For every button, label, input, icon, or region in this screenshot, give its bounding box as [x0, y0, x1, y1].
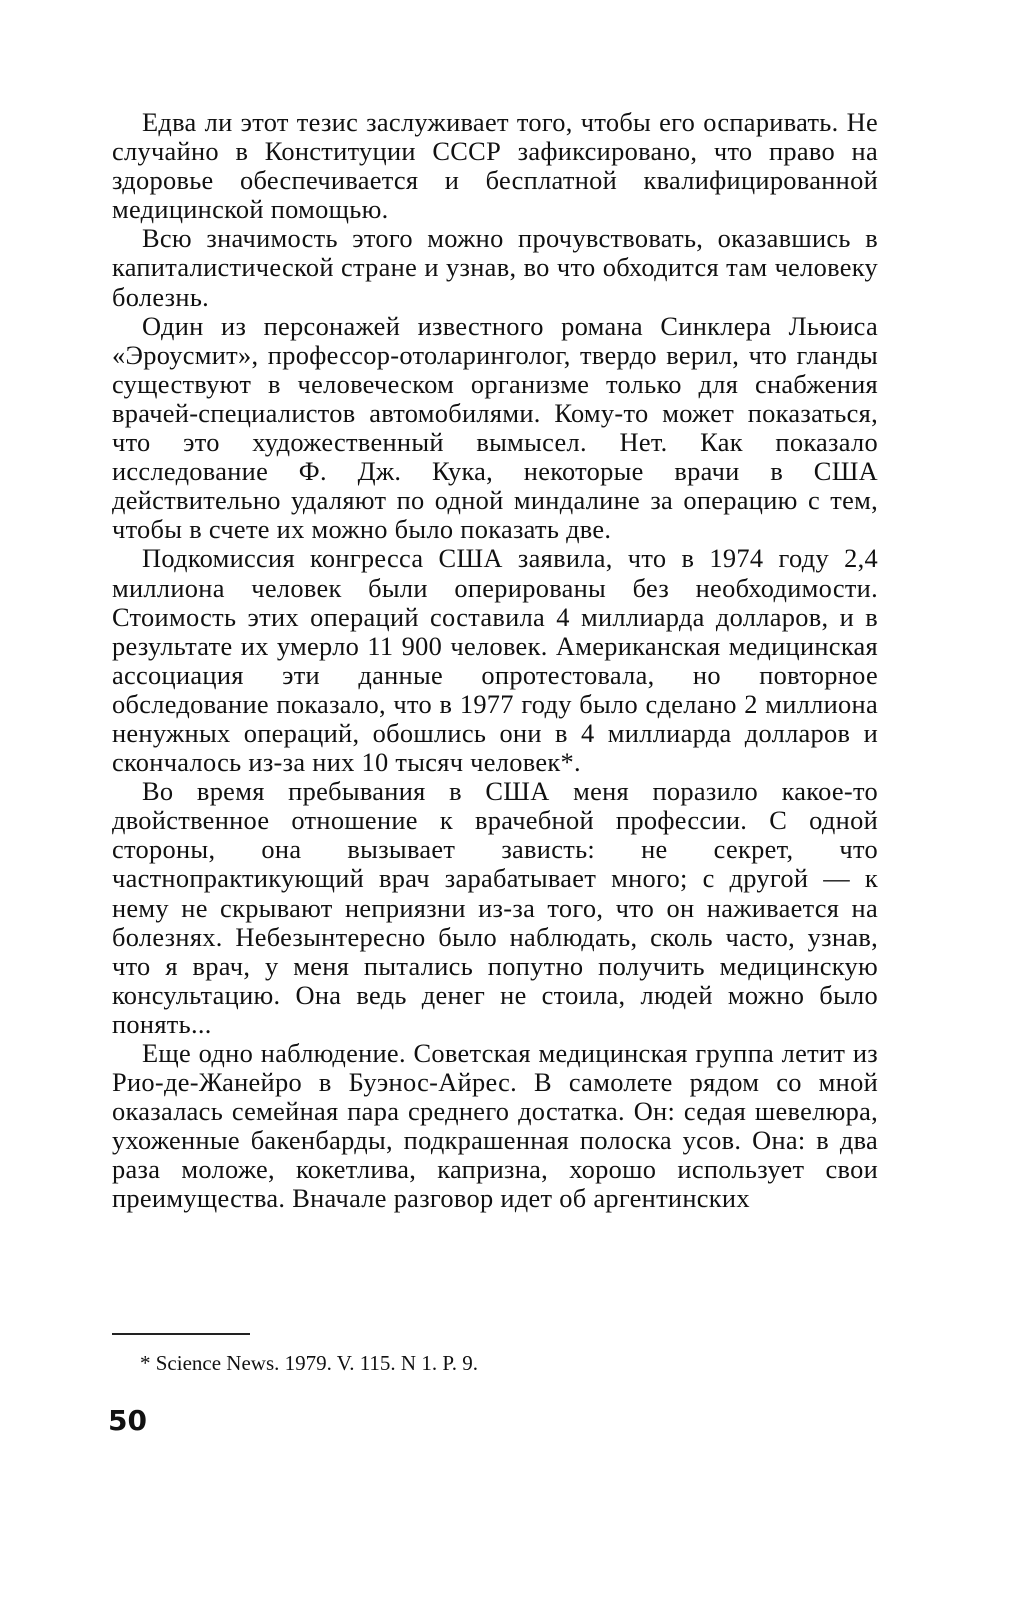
page-body — [112, 108, 878, 1214]
page-number: 50 — [108, 1404, 147, 1437]
footnote: * Science News. 1979. V. 115. N 1. P. 9. — [140, 1351, 478, 1375]
footnote-divider — [112, 1333, 250, 1335]
paragraph-6: Еще одно наблюдение. Советская медицинская группа летит из Рио-де-Жанейро в Буэнос-Айрес. В самолете рядом со мной оказалась семейная пара среднего достатка. Он: седая шевелюра, ухоженные бакенбарды, подкрашенная полоска усов. Она: в два раза моложе, кокетлива, капризна, хорошо использует свои преимущества. Вначале разговор идет об аргентинских — [112, 1038, 878, 1214]
paragraph-2: Всю значимость этого можно прочувствовать, оказавшись в капиталистической стране и узнав, во что обходится там человеку болезнь. — [112, 223, 878, 312]
paragraph-3: Один из персонажей известного романа Синклера Льюиса «Эроусмит», профессор-отоларинголог, твердо верил, что гланды существуют в человеческом организме только для снабжения врачей-специалистов автомобилями. Кому-то может показаться, что это художественный вымысел. Нет. Как показало исследование Ф. Дж. Кука, некоторые врачи в США действительно удаляют по одной миндалине за операцию с тем, чтобы в счете их можно было показать две. — [112, 310, 878, 545]
paragraph-4: Подкомиссия конгресса США заявила, что в 1974 году 2,4 миллиона человек были оперированы без необходимости. Стоимость этих операций составила 4 миллиарда долларов, и в результате их умерло 11 900 человек. Американская медицинская ассоциация эти данные опротестовала, но повторное обследование показало, что в 1977 году было сделано 2 миллиона ненужных операций, обошлись они в 4 миллиарда долларов и скончалось из-за них 10 тысяч человек*. — [112, 543, 878, 778]
paragraph-5: Во время пребывания в США меня поразило какое-то двойственное отношение к врачебной профессии. С одной стороны, она вызывает зависть: не секрет, что частнопрактикующий врач зарабатывает много; с другой — к нему не скрывают неприязни из-за того, что он наживается на болезнях. Небезынтересно было наблюдать, сколь часто, узнав, что я врач, у меня пытались попутно получить медицинскую консультацию. Она ведь денег не стоила, людей можно было понять... — [112, 776, 878, 1039]
paragraph-1: Едва ли этот тезис заслуживает того, чтобы его оспаривать. Не случайно в Конституции СССР зафиксировано, что право на здоровье обеспечивается и бесплатной квалифицированной медицинской помощью. — [112, 107, 878, 225]
